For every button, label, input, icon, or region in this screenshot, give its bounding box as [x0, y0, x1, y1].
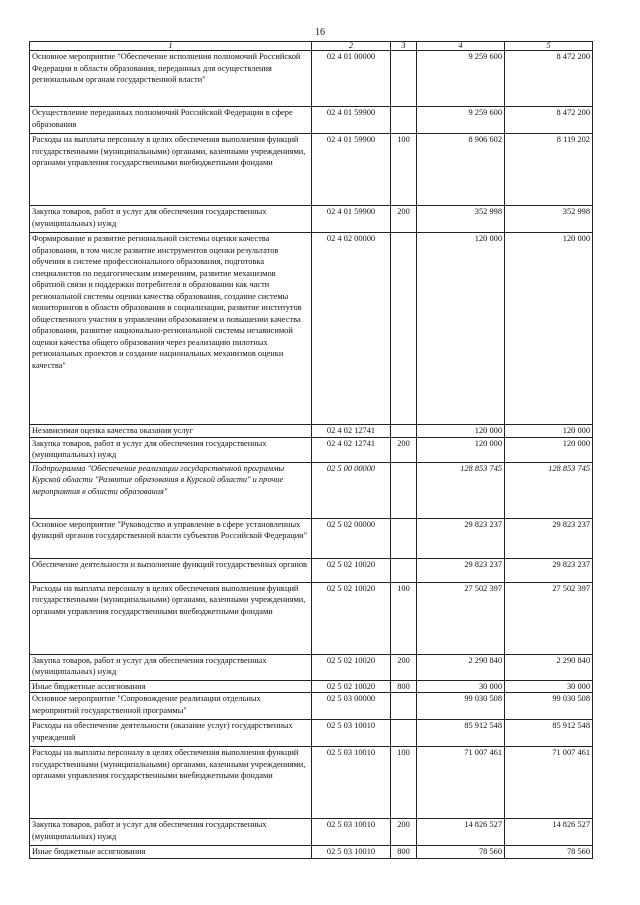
row-sum-1: 29 823 237	[417, 558, 505, 582]
row-expense-type: 200	[391, 819, 417, 846]
row-name: Осуществление переданных полномочий Российской Федерации в сфере образования	[30, 107, 312, 134]
row-sum-2: 30 000	[505, 680, 593, 693]
row-sum-2: 29 823 237	[505, 558, 593, 582]
row-name: Подпрограмма "Обеспечение реализации государственной программы Курской области "Развитие образования в Курской области" и прочие мероприятия в области образования"	[30, 462, 312, 518]
row-code: 02 5 03 00000	[312, 693, 391, 720]
budget-table	[29, 41, 593, 859]
row-sum-2: 352 998	[505, 206, 593, 233]
row-expense-type	[391, 518, 417, 558]
row-sum-1: 120 000	[417, 437, 505, 462]
row-sum-1: 71 007 461	[417, 747, 505, 819]
row-sum-2: 120 000	[505, 437, 593, 462]
table-row	[30, 747, 593, 819]
table-row	[30, 819, 593, 846]
table-row	[30, 233, 593, 425]
row-name: Закупка товаров, работ и услуг для обеспечения государственных (муниципальных) нужд	[30, 654, 312, 680]
row-name: Обеспечение деятельности и выполнение функций государственных органов	[30, 558, 312, 582]
row-sum-1: 78 560	[417, 846, 505, 859]
table-row	[30, 206, 593, 233]
row-sum-1: 99 030 508	[417, 693, 505, 720]
column-header: 1	[30, 42, 312, 51]
row-code: 02 5 03 10010	[312, 747, 391, 819]
row-expense-type	[391, 462, 417, 518]
row-expense-type	[391, 233, 417, 425]
row-expense-type: 200	[391, 437, 417, 462]
row-expense-type	[391, 51, 417, 107]
table-row	[30, 437, 593, 462]
row-name: Закупка товаров, работ и услуг для обеспечения государственных (муниципальных) нужд	[30, 206, 312, 233]
table-row	[30, 518, 593, 558]
table-row	[30, 693, 593, 720]
row-code: 02 4 01 59900	[312, 134, 391, 206]
table-row	[30, 720, 593, 747]
table-row	[30, 846, 593, 859]
row-expense-type: 200	[391, 206, 417, 233]
table-row	[30, 462, 593, 518]
table-row	[30, 134, 593, 206]
row-sum-2: 8 472 200	[505, 107, 593, 134]
row-expense-type: 100	[391, 134, 417, 206]
row-expense-type: 800	[391, 680, 417, 693]
row-sum-2: 85 912 548	[505, 720, 593, 747]
row-name: Основное мероприятие "Сопровождение реализации отдельных мероприятий государственной программы"	[30, 693, 312, 720]
row-sum-2: 128 853 745	[505, 462, 593, 518]
row-code: 02 5 02 10020	[312, 582, 391, 654]
row-code: 02 5 02 00000	[312, 518, 391, 558]
row-expense-type	[391, 720, 417, 747]
column-header: 5	[505, 42, 593, 51]
row-sum-1: 29 823 237	[417, 518, 505, 558]
row-expense-type	[391, 107, 417, 134]
row-sum-1: 120 000	[417, 425, 505, 438]
row-name: Иные бюджетные ассигнования	[30, 680, 312, 693]
row-code: 02 5 03 10010	[312, 846, 391, 859]
header-row	[30, 42, 593, 51]
row-code: 02 4 02 12741	[312, 437, 391, 462]
row-sum-2: 2 290 840	[505, 654, 593, 680]
row-sum-2: 120 000	[505, 425, 593, 438]
row-code: 02 4 01 59900	[312, 107, 391, 134]
row-sum-2: 8 472 200	[505, 51, 593, 107]
row-sum-2: 27 502 397	[505, 582, 593, 654]
table-row	[30, 51, 593, 107]
row-sum-2: 29 823 237	[505, 518, 593, 558]
row-name: Независимая оценка качества оказания услуг	[30, 425, 312, 438]
row-name: Формирование и развитие региональной системы оценки качества образования, в том числе развитие инструментов оценки результатов обучения в системе профессионального образования, подготовка специалистов по педагогическим измерениям, развитие механизмов обратной связи и поддержки потребителя в образовании как части региональной системы оценки качества образования, создание системы мониторингов в области образования и социализации, развитие институтов общественного участия в управлении образованием и повышении качества образования, развитие национально-региональной системы независимой оценки качества общего образования через реализацию пилотных региональных проектов и создание национальных механизмов оценки качества"	[30, 233, 312, 425]
row-sum-1: 2 290 840	[417, 654, 505, 680]
row-sum-2: 120 000	[505, 233, 593, 425]
row-name: Основное мероприятие "Руководство и управление в сфере установленных функций органов государственной власти субъектов Российской Федерации"	[30, 518, 312, 558]
row-sum-2: 99 030 508	[505, 693, 593, 720]
row-sum-2: 8 119 202	[505, 134, 593, 206]
row-expense-type: 200	[391, 654, 417, 680]
table-row	[30, 107, 593, 134]
row-expense-type: 800	[391, 846, 417, 859]
table-row	[30, 654, 593, 680]
row-code: 02 5 02 10020	[312, 558, 391, 582]
page-number: 16	[315, 27, 325, 38]
table-row	[30, 558, 593, 582]
row-name: Закупка товаров, работ и услуг для обеспечения государственных (муниципальных) нужд	[30, 437, 312, 462]
row-code: 02 4 02 00000	[312, 233, 391, 425]
row-sum-1: 14 826 527	[417, 819, 505, 846]
row-sum-2: 78 560	[505, 846, 593, 859]
table-row	[30, 582, 593, 654]
row-expense-type: 100	[391, 582, 417, 654]
row-sum-1: 120 000	[417, 233, 505, 425]
row-name: Расходы на выплаты персоналу в целях обеспечения выполнения функций государственными (муниципальными) органами, казенными учреждениями, органами управления государственными внебюджетными фондами	[30, 747, 312, 819]
row-sum-2: 14 826 527	[505, 819, 593, 846]
row-code: 02 4 02 12741	[312, 425, 391, 438]
table-row	[30, 680, 593, 693]
row-sum-1: 30 000	[417, 680, 505, 693]
row-sum-1: 9 259 600	[417, 107, 505, 134]
row-sum-1: 85 912 548	[417, 720, 505, 747]
row-sum-2: 71 007 461	[505, 747, 593, 819]
row-sum-1: 352 998	[417, 206, 505, 233]
row-sum-1: 27 502 397	[417, 582, 505, 654]
row-name: Расходы на обеспечение деятельности (оказание услуг) государственных учреждений	[30, 720, 312, 747]
row-code: 02 5 03 10010	[312, 819, 391, 846]
row-name: Закупка товаров, работ и услуг для обеспечения государственных (муниципальных) нужд	[30, 819, 312, 846]
row-code: 02 4 01 59900	[312, 206, 391, 233]
column-header: 2	[312, 42, 391, 51]
row-code: 02 4 01 00000	[312, 51, 391, 107]
table-row	[30, 425, 593, 438]
row-sum-1: 8 906 602	[417, 134, 505, 206]
row-expense-type	[391, 558, 417, 582]
row-expense-type	[391, 693, 417, 720]
row-code: 02 5 02 10020	[312, 654, 391, 680]
row-expense-type	[391, 425, 417, 438]
column-header: 4	[417, 42, 505, 51]
row-expense-type: 100	[391, 747, 417, 819]
row-name: Расходы на выплаты персоналу в целях обеспечения выполнения функций государственными (муниципальными) органами, казенными учреждениями, органами управления государственными внебюджетными фондами	[30, 134, 312, 206]
row-code: 02 5 00 00000	[312, 462, 391, 518]
column-header: 3	[391, 42, 417, 51]
row-name: Основное мероприятие "Обеспечение исполнения полномочий Российской Федерации в области образования, переданных для осуществления региональным органам государственной власти"	[30, 51, 312, 107]
row-code: 02 5 02 10020	[312, 680, 391, 693]
row-sum-1: 128 853 745	[417, 462, 505, 518]
row-name: Иные бюджетные ассигнования	[30, 846, 312, 859]
row-sum-1: 9 259 600	[417, 51, 505, 107]
row-name: Расходы на выплаты персоналу в целях обеспечения выполнения функций государственными (муниципальными) органами, казенными учреждениями, органами управления государственными внебюджетными фондами	[30, 582, 312, 654]
row-code: 02 5 03 10010	[312, 720, 391, 747]
